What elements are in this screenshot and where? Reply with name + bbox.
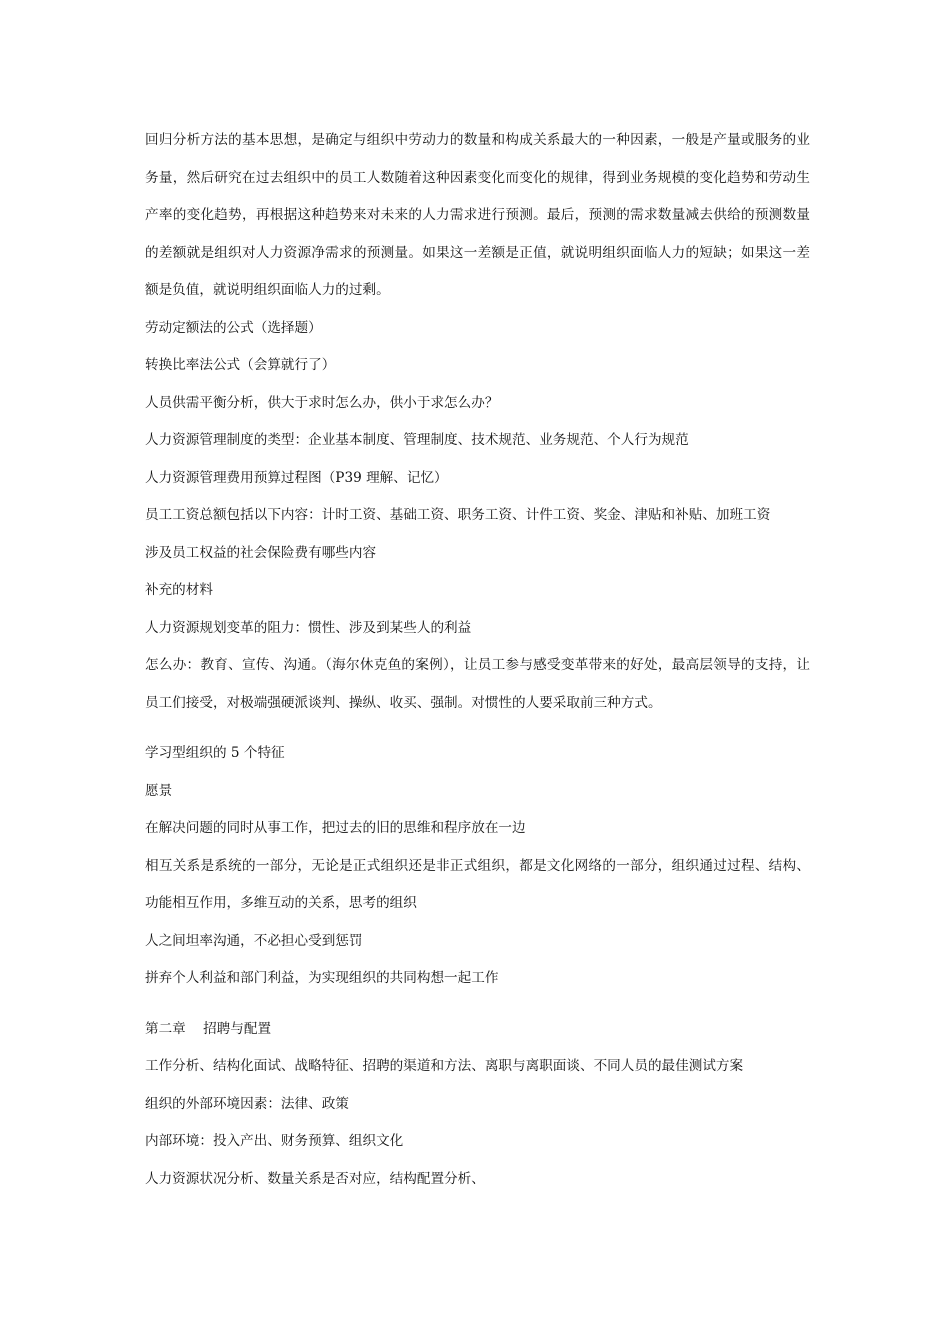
paragraph-common-vision: 拼弃个人利益和部门利益，为实现组织的共同构想一起工作 [145,970,499,986]
paragraph-vision: 愿景 [145,782,173,799]
paragraph-external-environment: 组织的外部环境因素：法律、政策 [145,1095,349,1112]
paragraph-social-insurance: 涉及员工权益的社会保险费有哪些内容 [145,544,377,561]
paragraph-hr-system-types: 人力资源管理制度的类型：企业基本制度、管理制度、技术规范、业务规范、个人行为规范 [145,432,689,448]
paragraph-what-to-do: 怎么办：教育、宣传、沟通。（海尔休克鱼的案例），让员工参与感受变革带来的好处，最高层领导的支持，让员工们接受，对极端强硬派谈判、操纵、收买、强制。对惯性的人要采取前三种方式。 [145,657,810,711]
paragraph-total-wages: 员工工资总额包括以下内容：计时工资、基础工资、职务工资、计件工资、奖金、津贴和补贴、加班工资 [145,507,771,523]
paragraph-labor-quota-formula: 劳动定额法的公式（选择题） [145,319,322,336]
chapter-heading: 第二章 招聘与配置 [145,1020,272,1037]
paragraph-open-communication: 人之间坦率沟通，不必担心受到惩罚 [145,932,363,949]
paragraph-hr-budget-process: 人力资源管理费用预算过程图（P39 理解、记忆） [145,469,448,486]
paragraph-supply-demand-balance: 人员供需平衡分析，供大于求时怎么办，供小于求怎么办？ [145,394,499,411]
paragraph-conversion-ratio-formula: 转换比率法公式（会算就行了） [145,357,336,373]
spacer [145,722,810,735]
paragraph-change-resistance: 人力资源规划变革的阻力：惯性、涉及到某些人的利益 [145,619,472,636]
paragraph-learning-org-heading: 学习型组织的 5 个特征 [145,745,285,761]
document-body [145,122,810,1198]
paragraph-relationships: 相互关系是系统的一部分，无论是正式组织还是非正式组织，都是文化网络的一部分，组织通过过程、结构、功能相互作用，多维互动的关系，思考的组织 [145,857,810,911]
paragraph-problem-solving: 在解决问题的同时从事工作，把过去的旧的思维和程序放在一边 [145,820,526,836]
paragraph-hr-status-analysis: 人力资源状况分析、数量关系是否对应，结构配置分析、 [145,1170,485,1187]
paragraph-chapter-topics: 工作分析、结构化面试、战略特征、招聘的渠道和方法、离职与离职面谈、不同人员的最佳测试方案 [145,1058,744,1074]
paragraph-regression-analysis: 回归分析方法的基本思想，是确定与组织中劳动力的数量和构成关系最大的一种因素，一般是产量或服务的业务量，然后研究在过去组织中的员工人数随着这种因素变化而变化的规律，得到业务规模的变化趋势和劳动生产率的变化趋势，再根据这种趋势来对未来的人力需求进行预测。最后，预测的需求数量减去供给的预测数量的差额就是组织对人力资源净需求的预测量。如果这一差额是正值，就说明组织面临人力的短缺；如果这一差额是负值，就说明组织面临人力的过剩。 [145,132,810,298]
paragraph-supplementary-material: 补充的材料 [145,582,213,598]
spacer [145,998,810,1011]
paragraph-internal-environment: 内部环境：投入产出、财务预算、组织文化 [145,1133,404,1149]
